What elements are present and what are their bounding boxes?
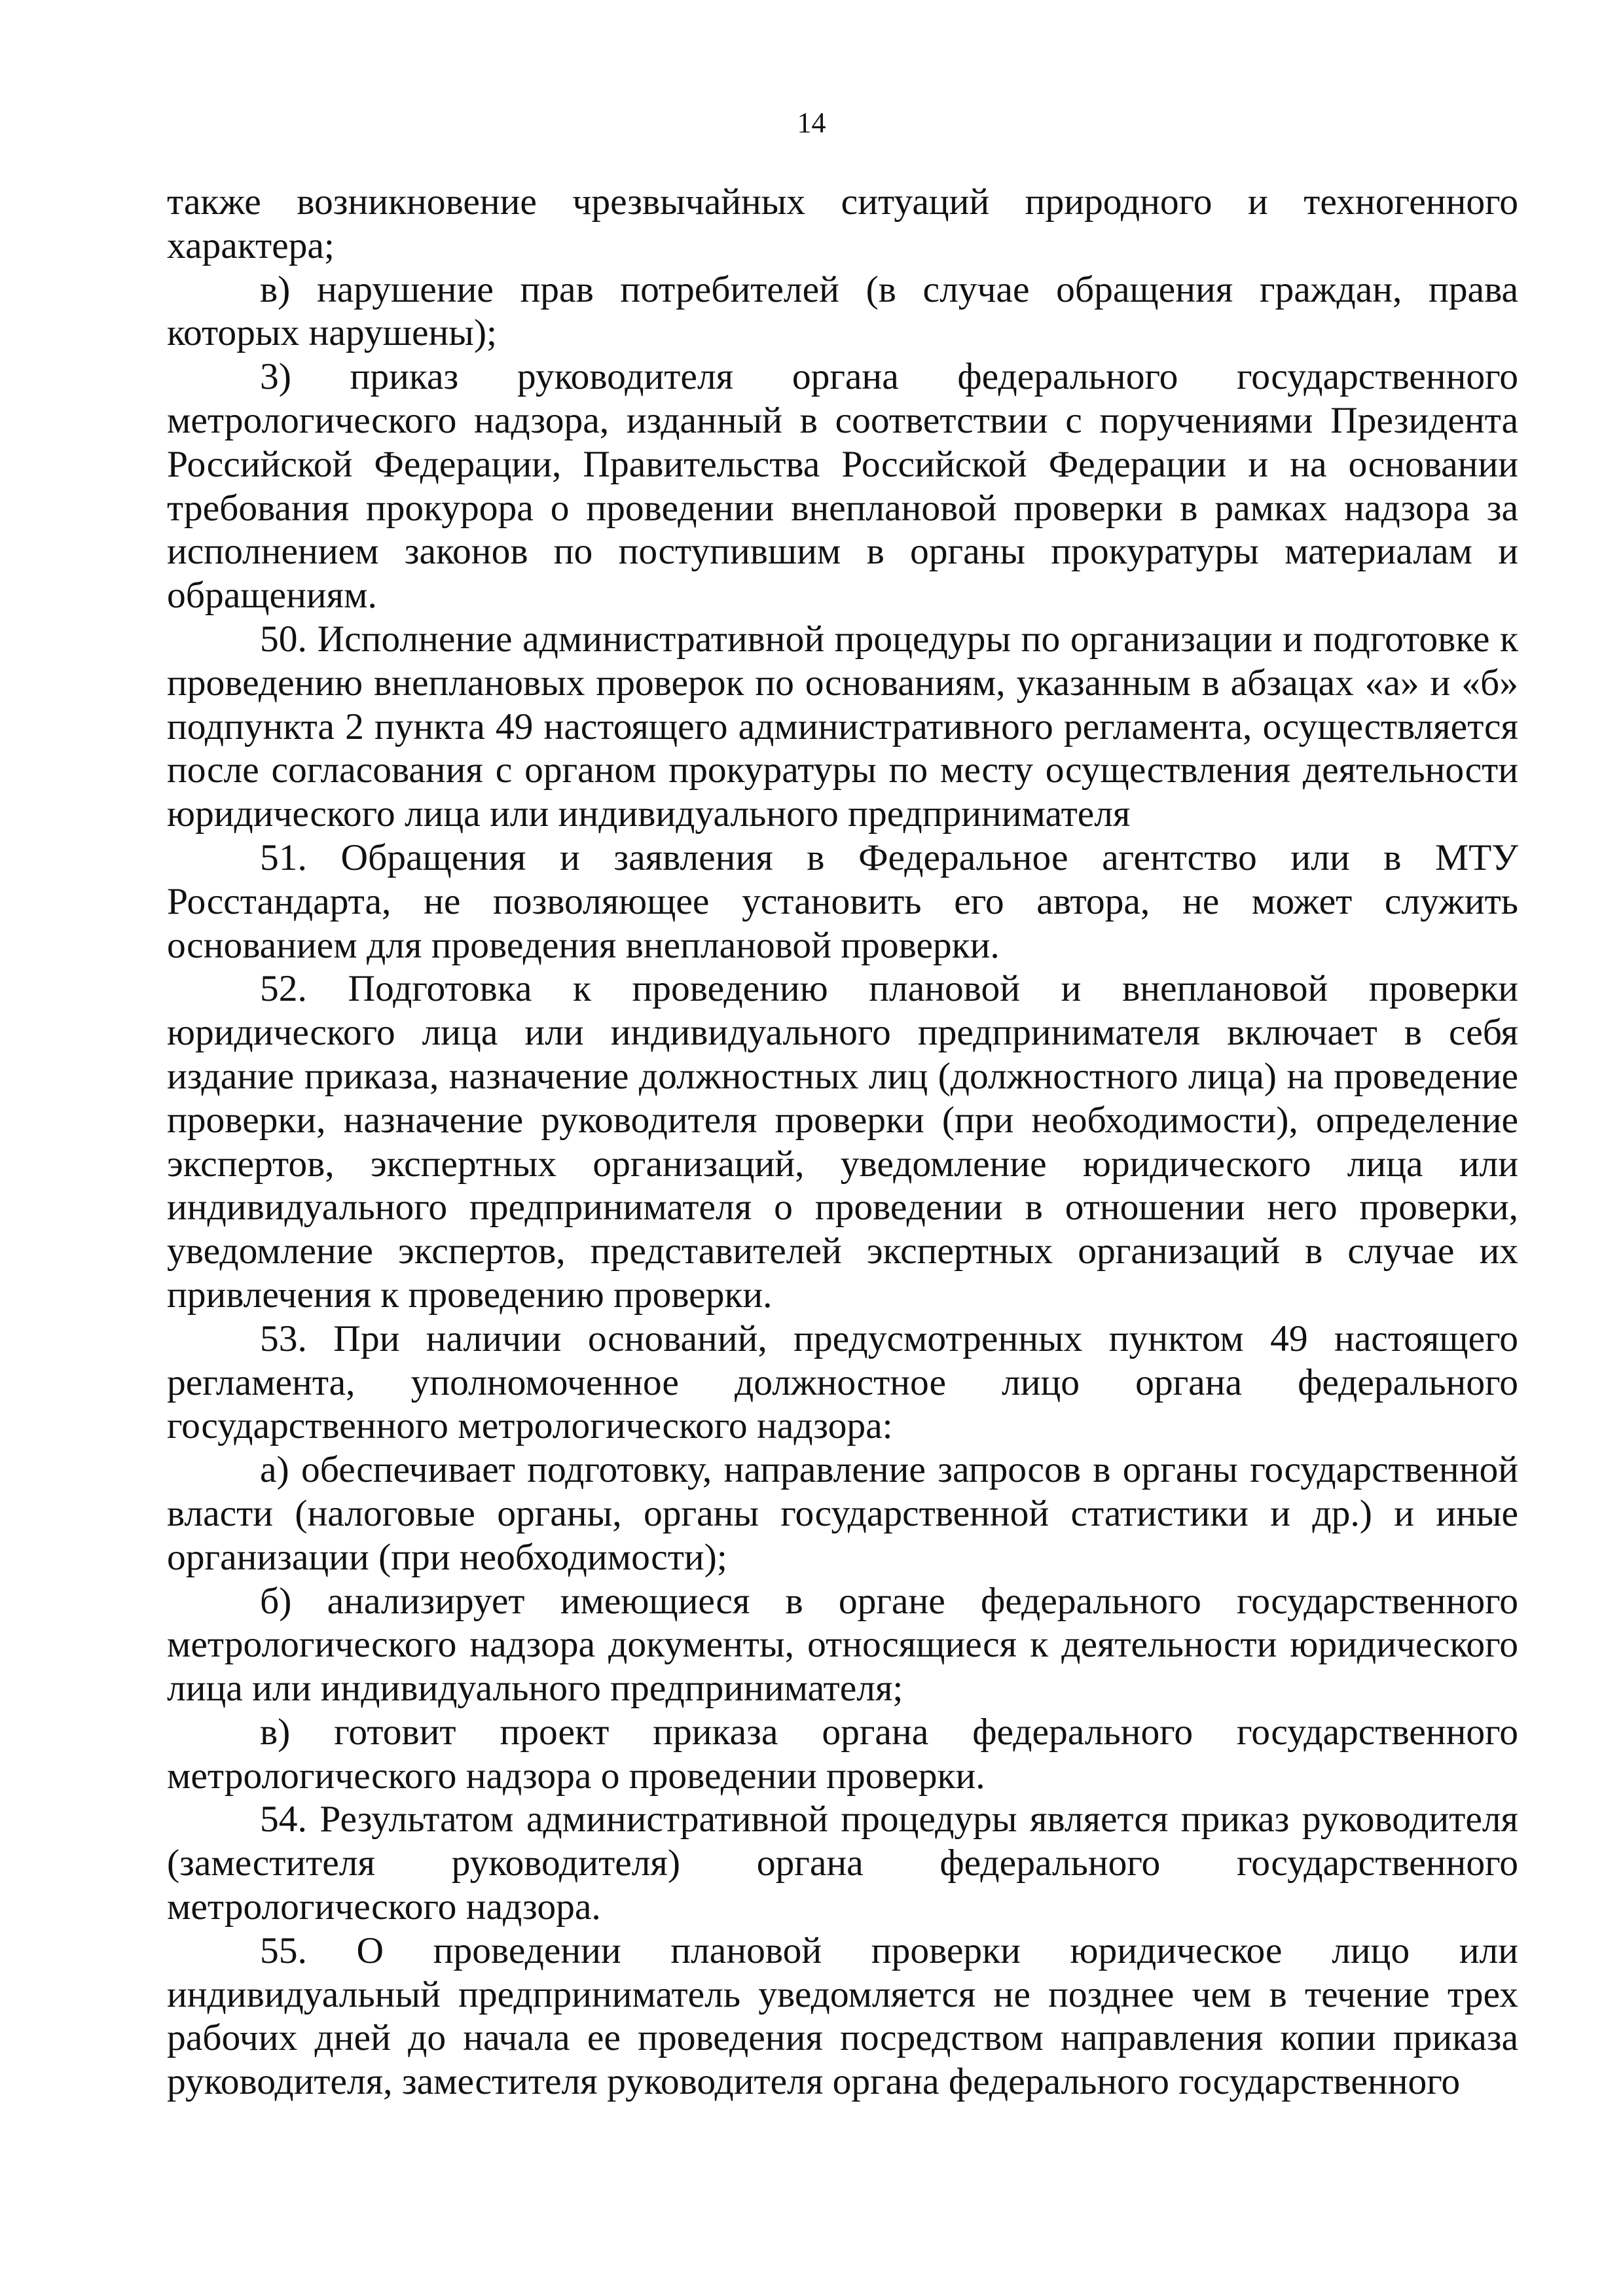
paragraph-53-v: в) готовит проект приказа органа федерального государственного метрологического надзора о проведении проверки.	[167, 1711, 1518, 1797]
paragraph-continuation: также возникновение чрезвычайных ситуаций природного и техногенного характера;	[167, 181, 1518, 266]
paragraph-52: 52. Подготовка к проведению плановой и внеплановой проверки юридического лица или индивидуального предпринимателя включает в себя издание приказа, назначение должностных лиц (должностного лица) на проведение проверки, назначение руководителя проверки (при необходимости), определение экспертов, экспертных организаций, уведомление юридического лица или индивидуального предпринимателя о проведении в отношении него проверки, уведомление экспертов, представителей экспертных организаций в случае их привлечения к проведению проверки.	[167, 968, 1518, 1316]
paragraph-53: 53. При наличии оснований, предусмотренных пунктом 49 настоящего регламента, уполномоченное должностное лицо органа федерального государственного метрологического надзора:	[167, 1318, 1518, 1447]
paragraph-55: 55. О проведении плановой проверки юридическое лицо или индивидуальный предприниматель уведомляется не позднее чем в течение трех рабочих дней до начала ее проведения посредством направления копии приказа руководителя, заместителя руководителя органа федерального государственного	[167, 1929, 1518, 2103]
paragraph-54: 54. Результатом административной процедуры является приказ руководителя (заместителя руководителя) органа федерального государственного метрологического надзора.	[167, 1799, 1518, 1928]
paragraph-item-3: 3) приказ руководителя органа федерального государственного метрологического надзора, изданный в соответствии с поручениями Президента Российской Федерации, Правительства Российской Федерации и на основании требования прокурора о проведении внеплановой проверки в рамках надзора за исполнением законов по поступившим в органы прокуратуры материалам и обращениям.	[167, 356, 1518, 617]
paragraph-53-a: а) обеспечивает подготовку, направление запросов в органы государственной власти (налоговые органы, органы государственной статистики и др.) и иные организации (при необходимости);	[167, 1449, 1518, 1578]
paragraph-51: 51. Обращения и заявления в Федеральное агентство или в МТУ Росстандарта, не позволяющее установить его автора, не может служить основанием для проведения внеплановой проверки.	[167, 836, 1518, 966]
page-number: 14	[797, 107, 826, 139]
paragraph-53-b: б) анализирует имеющиеся в органе федерального государственного метрологического надзора документы, относящиеся к деятельности юридического лица или индивидуального предпринимателя;	[167, 1580, 1518, 1710]
paragraph-subitem-v: в) нарушение прав потребителей (в случае обращения граждан, права которых нарушены);	[167, 268, 1518, 354]
paragraph-50: 50. Исполнение административной процедуры по организации и подготовке к проведению внеплановых проверок по основаниям, указанным в абзацах «а» и «б» подпункта 2 пункта 49 настоящего административного регламента, осуществляется после согласования с органом прокуратуры по месту осуществления деятельности юридического лица или индивидуального предпринимателя	[167, 618, 1518, 835]
document-body	[167, 181, 1518, 2104]
